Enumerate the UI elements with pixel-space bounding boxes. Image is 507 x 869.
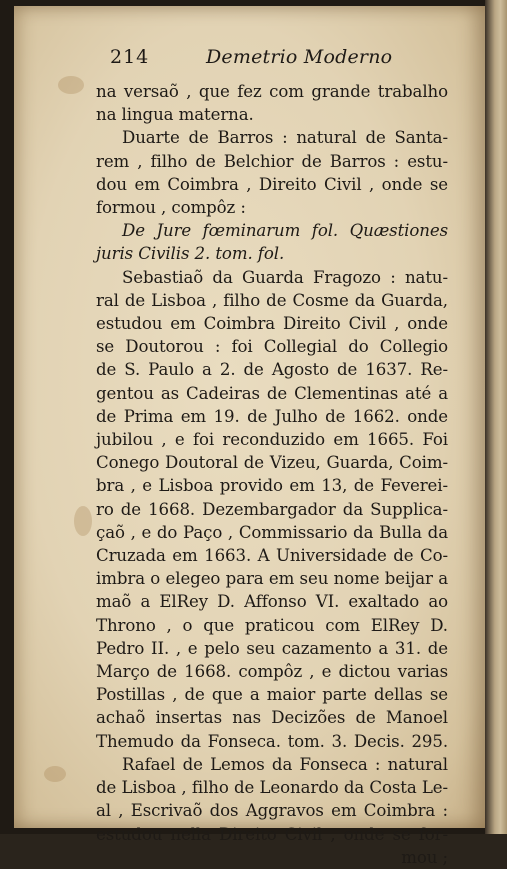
text-line: juris Civilis 2. tom. fol. (96, 244, 285, 264)
text-line: dou em Coimbra , Direito Civil , onde se (96, 174, 448, 194)
body-text (96, 80, 448, 869)
text-line: rem , filho de Belchior de Barros : estu- (96, 151, 448, 171)
text-line: çaõ , e do Paço , Commissario da Bulla da (96, 522, 448, 542)
text-line: bra , e Lisboa provido em 13, de Feverei- (96, 476, 448, 496)
running-title: Demetrio Moderno (206, 46, 393, 68)
text-line: Duarte de Barros : natural de Santa- (122, 128, 448, 148)
text-line: Cruzada em 1663. A Universidade de Co- (96, 546, 448, 566)
text-line: formou , compôz : (96, 198, 246, 218)
text-line: Março de 1668. compôz , e dictou varias (96, 662, 448, 682)
text-line: mou ; (401, 847, 448, 867)
text-line: na versaõ , que fez com grande trabalho (96, 82, 448, 101)
text-line: Rafael de Lemos da Fonseca : natural (122, 754, 448, 774)
text-line: de S. Paulo a 2. de Agosto de 1637. Re- (96, 360, 448, 380)
text-line: estudou em Coimbra Direito Civil , onde (96, 314, 448, 334)
text-line: gentou as Cadeiras de Clementinas até a (96, 383, 448, 403)
text-line: Pedro II. , e pelo seu cazamento a 31. de (96, 638, 448, 658)
text-line: se Doutorou : foi Collegial do Collegio (96, 337, 448, 357)
foxing-spot (44, 766, 66, 782)
page-text-block (96, 46, 448, 869)
text-line: na lingua materna. (96, 105, 254, 125)
text-line: ro de 1668. Dezembargador da Supplica- (96, 499, 448, 519)
foxing-spot (58, 76, 84, 94)
text-line: al , Escrivaõ dos Aggravos em Coimbra : (96, 801, 448, 821)
text-line: ral de Lisboa , filho de Cosme da Guarda, (96, 290, 448, 310)
text-line: maõ a ElRey D. Affonso VI. exaltado ao (96, 592, 448, 612)
text-line: De Jure fœminarum fol. Quæstiones (122, 221, 448, 241)
text-line: Sebastiaõ da Guarda Fragozo : natu- (122, 267, 448, 287)
text-line: de Prima em 19. de Julho de 1662. onde (96, 406, 448, 426)
text-line: imbra o elegeo para em seu nome beijar a (96, 569, 448, 589)
text-line: estudou nella Direito Civil , onde se for- (96, 824, 448, 844)
text-line: Throno , o que praticou com ElRey D. (96, 615, 448, 635)
page-header (96, 46, 448, 80)
foxing-spot (74, 506, 92, 536)
text-line: jubilou , e foi reconduzido em 1665. Foi (96, 430, 448, 450)
adjacent-page-edge (485, 0, 507, 834)
page-number: 214 (110, 46, 150, 68)
text-line: Conego Doutoral de Vizeu, Guarda, Coim- (96, 453, 448, 473)
text-line: Themudo da Fonseca. tom. 3. Decis. 295. (96, 731, 448, 751)
text-line: Postillas , de que a maior parte dellas se (96, 685, 448, 705)
text-line: de Lisboa , filho de Leonardo da Costa Le- (96, 778, 448, 798)
text-line: achaõ insertas nas Decizões de Manoel (96, 708, 448, 728)
